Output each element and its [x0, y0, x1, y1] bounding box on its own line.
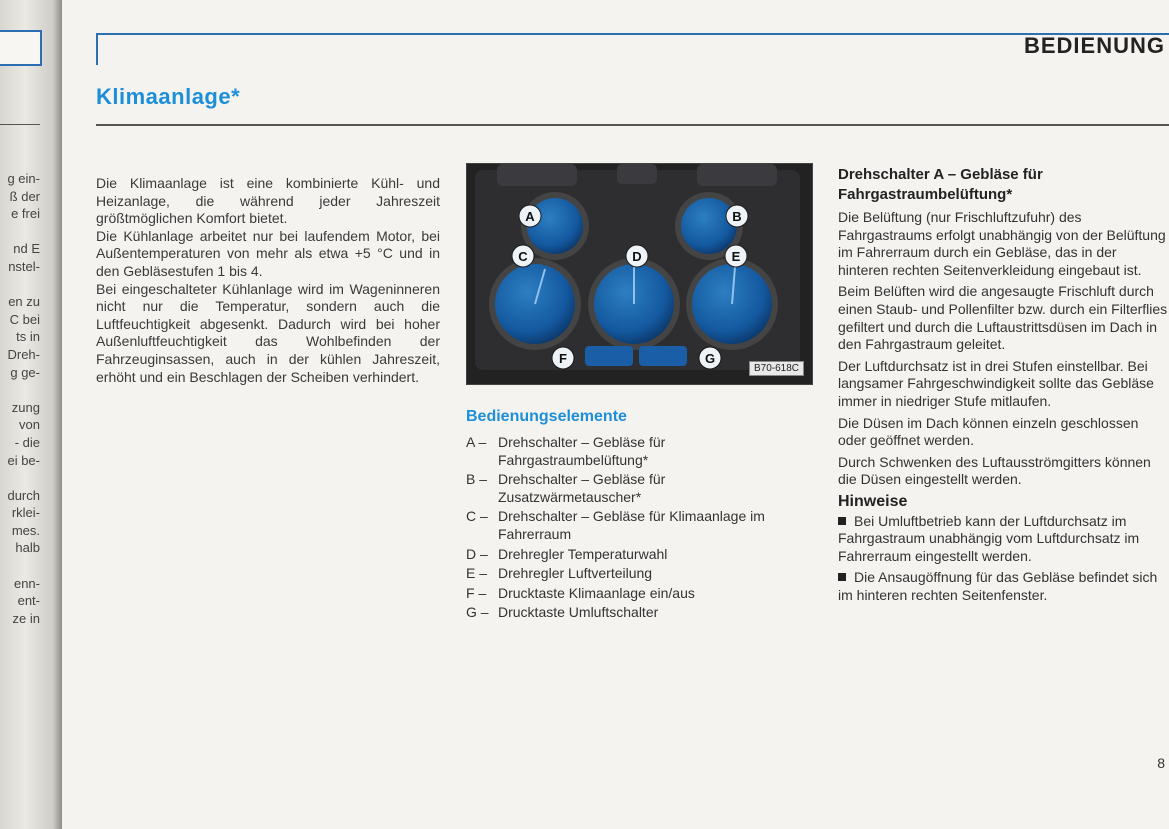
spine-fragment: durch — [7, 487, 40, 503]
button-g — [639, 346, 687, 366]
spine-fragment — [0, 557, 40, 575]
legend-item: B – Drehschalter – Gebläse für Zusatzwärmetauscher* — [466, 471, 666, 505]
title-rule — [96, 124, 1169, 126]
spine-fragment: mes. — [11, 522, 40, 538]
spine-fragment: zung — [11, 399, 40, 415]
spine-rule — [0, 124, 40, 125]
bullet-icon — [838, 573, 846, 581]
paragraph: Durch Schwenken des Luftausströmgitters können die Düsen eingestellt werden. — [838, 453, 1151, 488]
spine-fragment: - die — [14, 434, 40, 450]
paragraph: Der Luftdurchsatz ist in drei Stufen einstellbar. Bei langsamer Fahrgeschwindigkeit sollte das Gebläse immer in niedriger Stufe mitlaufen. — [838, 357, 1154, 409]
hint-item: Die Ansaugöffnung für das Gebläse befindet sich im hinteren rechten Seitenfenster. — [838, 569, 1158, 603]
page-title: Klimaanlage* — [96, 84, 241, 109]
marker-e: E — [731, 249, 741, 264]
marker-d: D — [632, 249, 642, 264]
section-label: BEDIENUNG — [1023, 33, 1165, 58]
spine-fragment: ze in — [12, 610, 40, 626]
spine-fragment — [0, 469, 40, 487]
control-panel-illustration — [467, 164, 812, 384]
intro-paragraph: Bei eingeschalteter Kühlanlage wird im Wageninneren nicht nur die Temperatur, sondern auch die Luftfeuchtigkeit abgesenkt. Dadurch wird bei hoher Außenluftfeuchtigkeit das Wohlbefinden der Fahrzeuginsassen, auch in der kühlen Jahreszeit, erhöht und ein Beschlagen der Scheiben verhindert. — [96, 280, 440, 385]
control-panel-photo — [466, 163, 813, 385]
controls-heading: Bedienungselemente — [466, 408, 627, 425]
spine-fragment: e frei — [11, 206, 40, 222]
spine-fragment — [0, 276, 40, 294]
spine-fragment: rklei- — [11, 505, 40, 521]
bullet-icon — [838, 517, 846, 525]
legend-item: E – Drehregler Luftverteilung — [466, 565, 653, 582]
knob-e — [686, 258, 778, 350]
spine-fragment: ent- — [17, 593, 40, 609]
marker-f: F — [559, 351, 567, 366]
hints-heading: Hinweise — [838, 492, 908, 510]
spine-text-fragments — [0, 170, 40, 627]
right-column — [838, 165, 1169, 608]
knob-d — [588, 258, 680, 350]
legend-item: G – Drucktaste Umluftschalter — [466, 604, 659, 621]
spine-fragment: g ein- — [7, 171, 40, 186]
spine-frame — [0, 30, 42, 66]
button-f — [585, 346, 633, 366]
legend-item: D – Drehregler Temperaturwahl — [466, 545, 668, 562]
intro-column — [96, 175, 440, 386]
controls-legend — [466, 434, 811, 624]
spine-fragment: ts in — [16, 329, 40, 345]
spine-fragment: Dreh- — [7, 346, 40, 362]
legend-item: C – Drehschalter – Gebläse für Klimaanlage im Fahrerraum — [466, 508, 765, 542]
marker-a: A — [525, 209, 535, 224]
legend-item: F – Drucktaste Klimaanlage ein/aus — [466, 584, 695, 601]
section-heading: Drehschalter A – Gebläse für Fahrgastraumbelüftung* — [838, 166, 1043, 203]
spine-fragment: enn- — [13, 575, 40, 591]
marker-c: C — [518, 249, 528, 264]
spine-fragment: nd E — [13, 241, 40, 257]
figure-code: B70-618C — [749, 361, 804, 376]
paragraph: Die Belüftung (nur Frischluftzufuhr) des Fahrgastraums erfolgt unabhängig von der Belüftung im Fahrerraum durch ein Gebläse, das in der hinteren rechten Seitenverkleidung eingebaut ist. — [838, 209, 1166, 278]
spine-fragment: von — [19, 417, 40, 433]
spine-fragment: ei be- — [7, 452, 40, 468]
paragraph: Die Düsen im Dach können einzeln geschlossen oder geöffnet werden. — [838, 414, 1139, 449]
spine-fragment: g ge- — [10, 364, 40, 380]
spine-fragment: C bei — [9, 311, 40, 327]
spine-fragment: en zu — [8, 294, 40, 310]
legend-item: A – Drehschalter – Gebläse für Fahrgastraumbelüftung* — [466, 434, 666, 468]
intro-paragraph: Die Kühlanlage arbeitet nur bei laufendem Motor, bei Außentemperaturen von mehr als etwa +5 °C und in den Gebläsestufen 1 bis 4. — [96, 227, 440, 279]
intro-paragraph: Die Klimaanlage ist eine kombinierte Kühl- und Heizanlage, die während jeder Jahreszeit größtmöglichen Komfort bietet. — [96, 175, 440, 227]
marker-b: B — [732, 209, 742, 224]
spine-fragment: nstel- — [8, 258, 40, 274]
spine-fragment — [0, 223, 40, 241]
hint-item: Bei Umluftbetrieb kann der Luftdurchsatz im Fahrgastraum unabhängig vom Luftdurchsatz im Fahrerraum eingestellt werden. — [838, 512, 1140, 564]
header-frame — [96, 33, 1169, 65]
spine-fragment — [0, 381, 40, 399]
knob-c — [489, 258, 581, 350]
marker-g: G — [704, 351, 716, 366]
spine-fragment: ß der — [9, 188, 40, 204]
paragraph: Beim Belüften wird die angesaugte Frischluft durch einen Staub- und Pollenfilter bzw. durch ein Filterflies gefiltert und durch die Luftaustrittsdüsen im Dach in den Fahrgastraum geleitet. — [838, 283, 1168, 353]
page-number: 8 — [1157, 755, 1165, 771]
spine-fragment: halb — [15, 540, 40, 556]
